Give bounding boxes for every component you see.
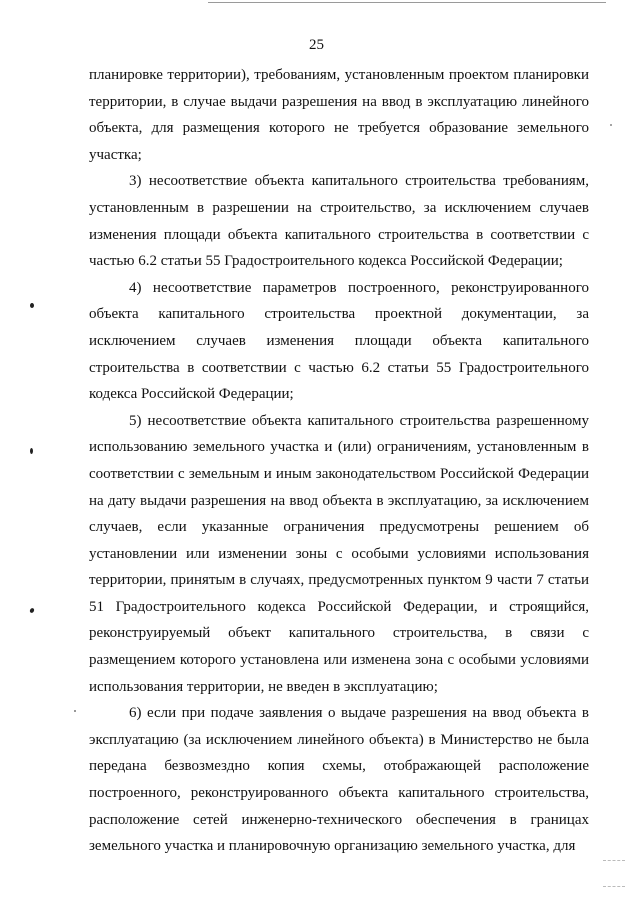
scan-speck [29, 607, 35, 613]
paragraph-item-6: 6) если при подаче заявления о выдаче разрешения на ввод объекта в эксплуатацию (за исключением линейного объекта) в Министерство не была передана безвозмездно копия схемы, отображающей расположение построенного, реконструированного объекта капитального строительства, расположение сетей инженерно-технического обеспечения в границах земельного участка и планировочную организацию земельного участка, для [89, 705, 589, 855]
paragraph-continuation: планировке территории), требованиям, установленным проектом планировки территории, в случае выдачи разрешения на ввод в эксплуатацию линейного объекта, для размещения которого не требуется образование земельного участка; [89, 67, 589, 163]
body-text [89, 62, 589, 860]
scan-edge-dash [603, 860, 625, 862]
scan-speck [74, 710, 76, 712]
paragraph-item-5: 5) несоответствие объекта капитального строительства разрешенному использованию земельного участка и (или) ограничениям, установленным в соответствии с земельным и иным законодательством Российской Федерации на дату выдачи разрешения на ввод объекта в эксплуатацию, за исключением случаев, если указанные ограничения предусмотрены решением об установлении или изменении зоны с особыми условиями использования территории, принятым в случаях, предусмотренных пунктом 9 части 7 статьи 51 Градостроительного кодекса Российской Федерации, и строящийся, реконструируемый объект капитального строительства, в связи с размещением которого установлена или изменена зона с особыми условиями использования территории, не введен в эксплуатацию; [89, 412, 589, 695]
paragraph-item-3: 3) несоответствие объекта капитального строительства требованиям, установленным в разрешении на строительство, за исключением случаев изменения площади объекта капитального строительства в соответствии с частью 6.2 статьи 55 Градостроительного кодекса Российской Федерации; [89, 173, 589, 270]
scan-speck [30, 303, 34, 308]
paragraph-item-4: 4) несоответствие параметров построенного, реконструированного объекта капитального строительства проектной документации, за исключением случаев изменения площади объекта капитального строительства в соответствии с частью 6.2 статьи 55 Градостроительного кодекса Российской Федерации; [89, 279, 589, 403]
scan-edge-line [208, 2, 606, 3]
scan-speck [30, 448, 33, 454]
page-number: 25 [309, 37, 324, 53]
scan-edge-dash [603, 886, 625, 888]
scan-speck [610, 124, 612, 126]
